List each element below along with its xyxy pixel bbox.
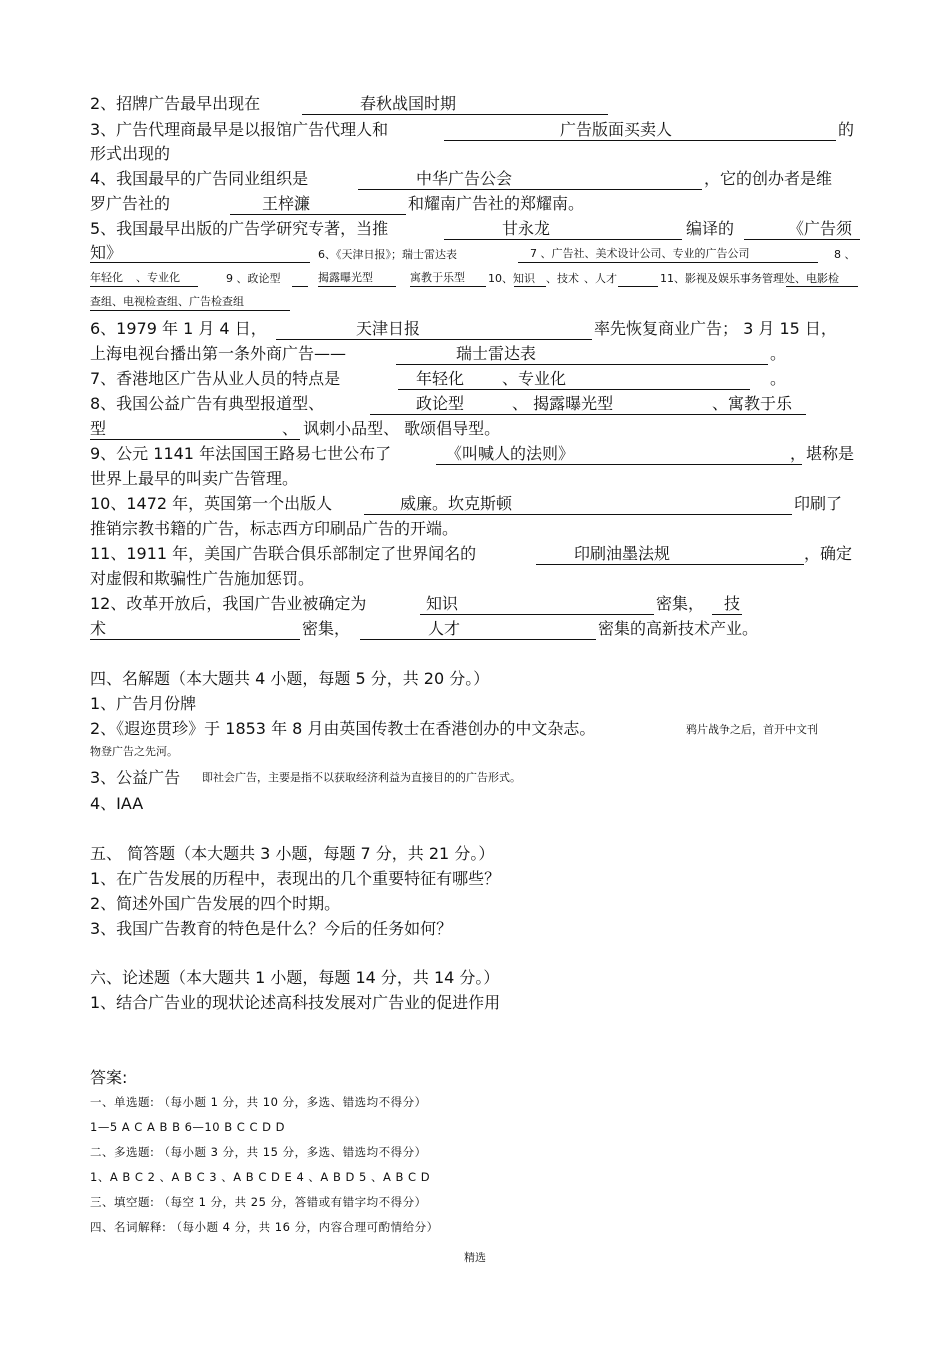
small-s2b: 、专业化 — [136, 269, 198, 287]
q10-text: 10、1472 年，英国第一个出版人 — [90, 494, 333, 513]
q6-mid: 率先恢复商业广告； 3 月 15 日， — [594, 319, 837, 338]
q5-mid: 编译的 — [686, 219, 735, 238]
sec5-item-2: 2、简述外国广告发展的四个时期。 — [90, 894, 341, 913]
q8-answer-3b: 型 — [90, 418, 300, 440]
q11-text: 11、1911 年，美国广告联合俱乐部制定了世界闻名的 — [90, 544, 477, 563]
small-s2g: 、技术 — [546, 272, 579, 285]
q11-tail: ，确定 — [804, 544, 853, 563]
small-s2a: 年轻化 — [90, 269, 136, 287]
q3-text: 3、广告代理商最早是以报馆广告代理人和 — [90, 120, 389, 139]
q12-tail: 密集的高新技术产业。 — [598, 619, 759, 638]
sec4-item-3-note: 即社会广告，主要是指不以获取经济利益为直接目的的广告形式。 — [202, 771, 521, 784]
q4-text: 4、我国最早的广告同业组织是 — [90, 169, 309, 188]
q8-tail: 、 讽刺小品型、 歌颂倡导型。 — [282, 419, 501, 438]
q12-answer-1: 知识 — [420, 593, 654, 615]
small-s1c: 8 、 — [834, 248, 856, 261]
sec6-title: 六、论述题（本大题共 1 小题，每题 14 分，共 14 分。） — [90, 968, 500, 987]
sec5-item-1: 1、在广告发展的历程中，表现出的几个重要特征有哪些？ — [90, 869, 501, 888]
q9-line2: 世界上最早的叫卖广告管理。 — [90, 469, 299, 488]
q10-answer: 威廉。坎克斯顿 — [364, 493, 792, 515]
answers-line-4: 1、A B C 2 、A B C 3 、A B C D E 4 、A B D 5 、A B C D — [90, 1170, 431, 1184]
q3-line2: 形式出现的 — [90, 144, 171, 163]
sec4-item-2: 2、《遐迩贯珍》于 1853 年 8 月由英国传教士在香港创办的中文杂志。 — [90, 719, 596, 738]
small-underline-1 — [90, 245, 310, 263]
q6-pre2: 上海电视台播出第一条外商广告—— — [90, 344, 347, 363]
q9-text: 9、公元 1141 年法国国王路易七世公布了 — [90, 444, 392, 463]
sec5-item-3: 3、我国广告教育的特色是什么？今后的任务如何？ — [90, 919, 453, 938]
answers-line-3: 二、多选题: （每小题 3 分，共 15 分，多选、错选均不得分） — [90, 1145, 427, 1159]
q10-tail: 印刷了 — [794, 494, 843, 513]
q8-text: 8、我国公益广告有典型报道型、 — [90, 394, 325, 413]
q8-answer-2: 、 揭露曝光型 — [506, 393, 710, 415]
q7-text: 7、香港地区广告从业人员的特点是 — [90, 369, 341, 388]
q12-text: 12、改革开放后，我国广告业被确定为 — [90, 594, 367, 613]
q9-mid: ，堪称是 — [790, 444, 855, 463]
q9-answer: 《叫喊人的法则》 — [436, 443, 802, 465]
sec4-item-4: 4、IAA — [90, 794, 144, 813]
small-s2f: 10、知识 — [488, 272, 535, 285]
q11-line2: 对虚假和欺骗性广告施加惩罚。 — [90, 569, 315, 588]
answers-title: 答案: — [90, 1068, 128, 1087]
q2-answer: 春秋战国时期 — [302, 93, 608, 115]
q3-tail: 的 — [838, 120, 855, 139]
q4-mid: ，它的创办者是维 — [704, 169, 833, 188]
sec4-title: 四、名解题（本大题共 4 小题，每题 5 分，共 20 分。） — [90, 669, 490, 688]
small-underline-5 — [786, 269, 858, 287]
q12-answer-2b: 术 — [90, 618, 300, 640]
q4-pre2: 罗广告社的 — [90, 194, 171, 213]
sec4-item-3: 3、公益广告 — [90, 768, 181, 787]
q10-line2: 推销宗教书籍的广告，标志西方印刷品广告的开端。 — [90, 519, 459, 538]
q7-tail: 。 — [770, 369, 787, 388]
q6-tail: 。 — [770, 344, 787, 363]
small-s2e: 寓教于乐型 — [410, 269, 486, 287]
small-s1b: 7 、广告社、美术设计公司、专业的广告公司 — [518, 245, 818, 263]
small-s2c: 9 、政论型 — [226, 272, 281, 285]
sec4-item-2-note: 鸦片战争之后，首开中文刊 — [686, 723, 818, 736]
small-s2i: 11、影视及娱乐事务管理处、电影检 — [660, 272, 839, 285]
sec4-item-2-note2: 物登广告之先河。 — [90, 745, 178, 758]
q6-answer-2: 瑞士雷达表 — [396, 343, 768, 365]
small-s3: 查组、电视检查组、广告检查组 — [90, 293, 290, 311]
q3-answer: 广告版面买卖人 — [444, 119, 836, 141]
q7-answer-1: 年轻化 — [398, 368, 502, 390]
answers-line-1: 一、单选题: （每小题 1 分，共 10 分，多选、错选均不得分） — [90, 1095, 427, 1109]
q12-answer-3: 人才 — [360, 618, 596, 640]
q5-text: 5、我国最早出版的广告学研究专著，当推 — [90, 219, 389, 238]
small-s1a: 6、《天津日报》；瑞士雷达表 — [318, 248, 457, 261]
q2-text: 2、招牌广告最早出现在 — [90, 94, 261, 113]
q4-tail: 和耀南广告社的郑耀南。 — [408, 194, 585, 213]
page-footer: 精选 — [464, 1251, 486, 1264]
small-underline-3 — [514, 269, 546, 287]
sec4-item-1: 1、广告月份牌 — [90, 694, 197, 713]
small-underline-2 — [292, 269, 308, 287]
small-s2d: 揭露曝光型 — [318, 269, 396, 287]
small-s2h: 、人才 — [584, 272, 617, 285]
q4-answer-2: 王梓濂 — [230, 193, 406, 215]
q11-answer: 印刷油墨法规 — [536, 543, 804, 565]
answers-line-5: 三、填空题: （每空 1 分，共 25 分，答错或有错字均不得分） — [90, 1195, 427, 1209]
q12-answer-2a: 技 — [712, 593, 742, 615]
q6-pre: 6、1979 年 1 月 4 日， — [90, 319, 267, 338]
q5-answer-1: 甘永龙 — [444, 218, 682, 240]
q12-mid2: 密集， — [302, 619, 351, 638]
q6-answer-1: 天津日报 — [276, 318, 592, 340]
q12-mid: 密集， — [656, 594, 705, 613]
q5-answer-2b: 知》 — [90, 243, 123, 262]
q8-answer-3: 、寓教于乐 — [710, 393, 806, 415]
small-underline-4 — [618, 269, 658, 287]
answers-line-6: 四、名词解释: （每小题 4 分，共 16 分，内容合理可酌情给分） — [90, 1220, 439, 1234]
q8-answer-1: 政论型 — [370, 393, 506, 415]
q4-answer-1: 中华广告公会 — [358, 168, 702, 190]
sec5-title: 五、 简答题（本大题共 3 小题，每题 7 分，共 21 分。） — [90, 844, 495, 863]
sec6-item-1: 1、结合广告业的现状论述高科技发展对广告业的促进作用 — [90, 993, 501, 1012]
q7-answer-2: 、专业化 — [502, 368, 750, 390]
q5-answer-2a: 《广告须 — [744, 218, 860, 240]
answers-line-2: 1—5 A C A B B 6—10 B C C D D — [90, 1120, 285, 1134]
